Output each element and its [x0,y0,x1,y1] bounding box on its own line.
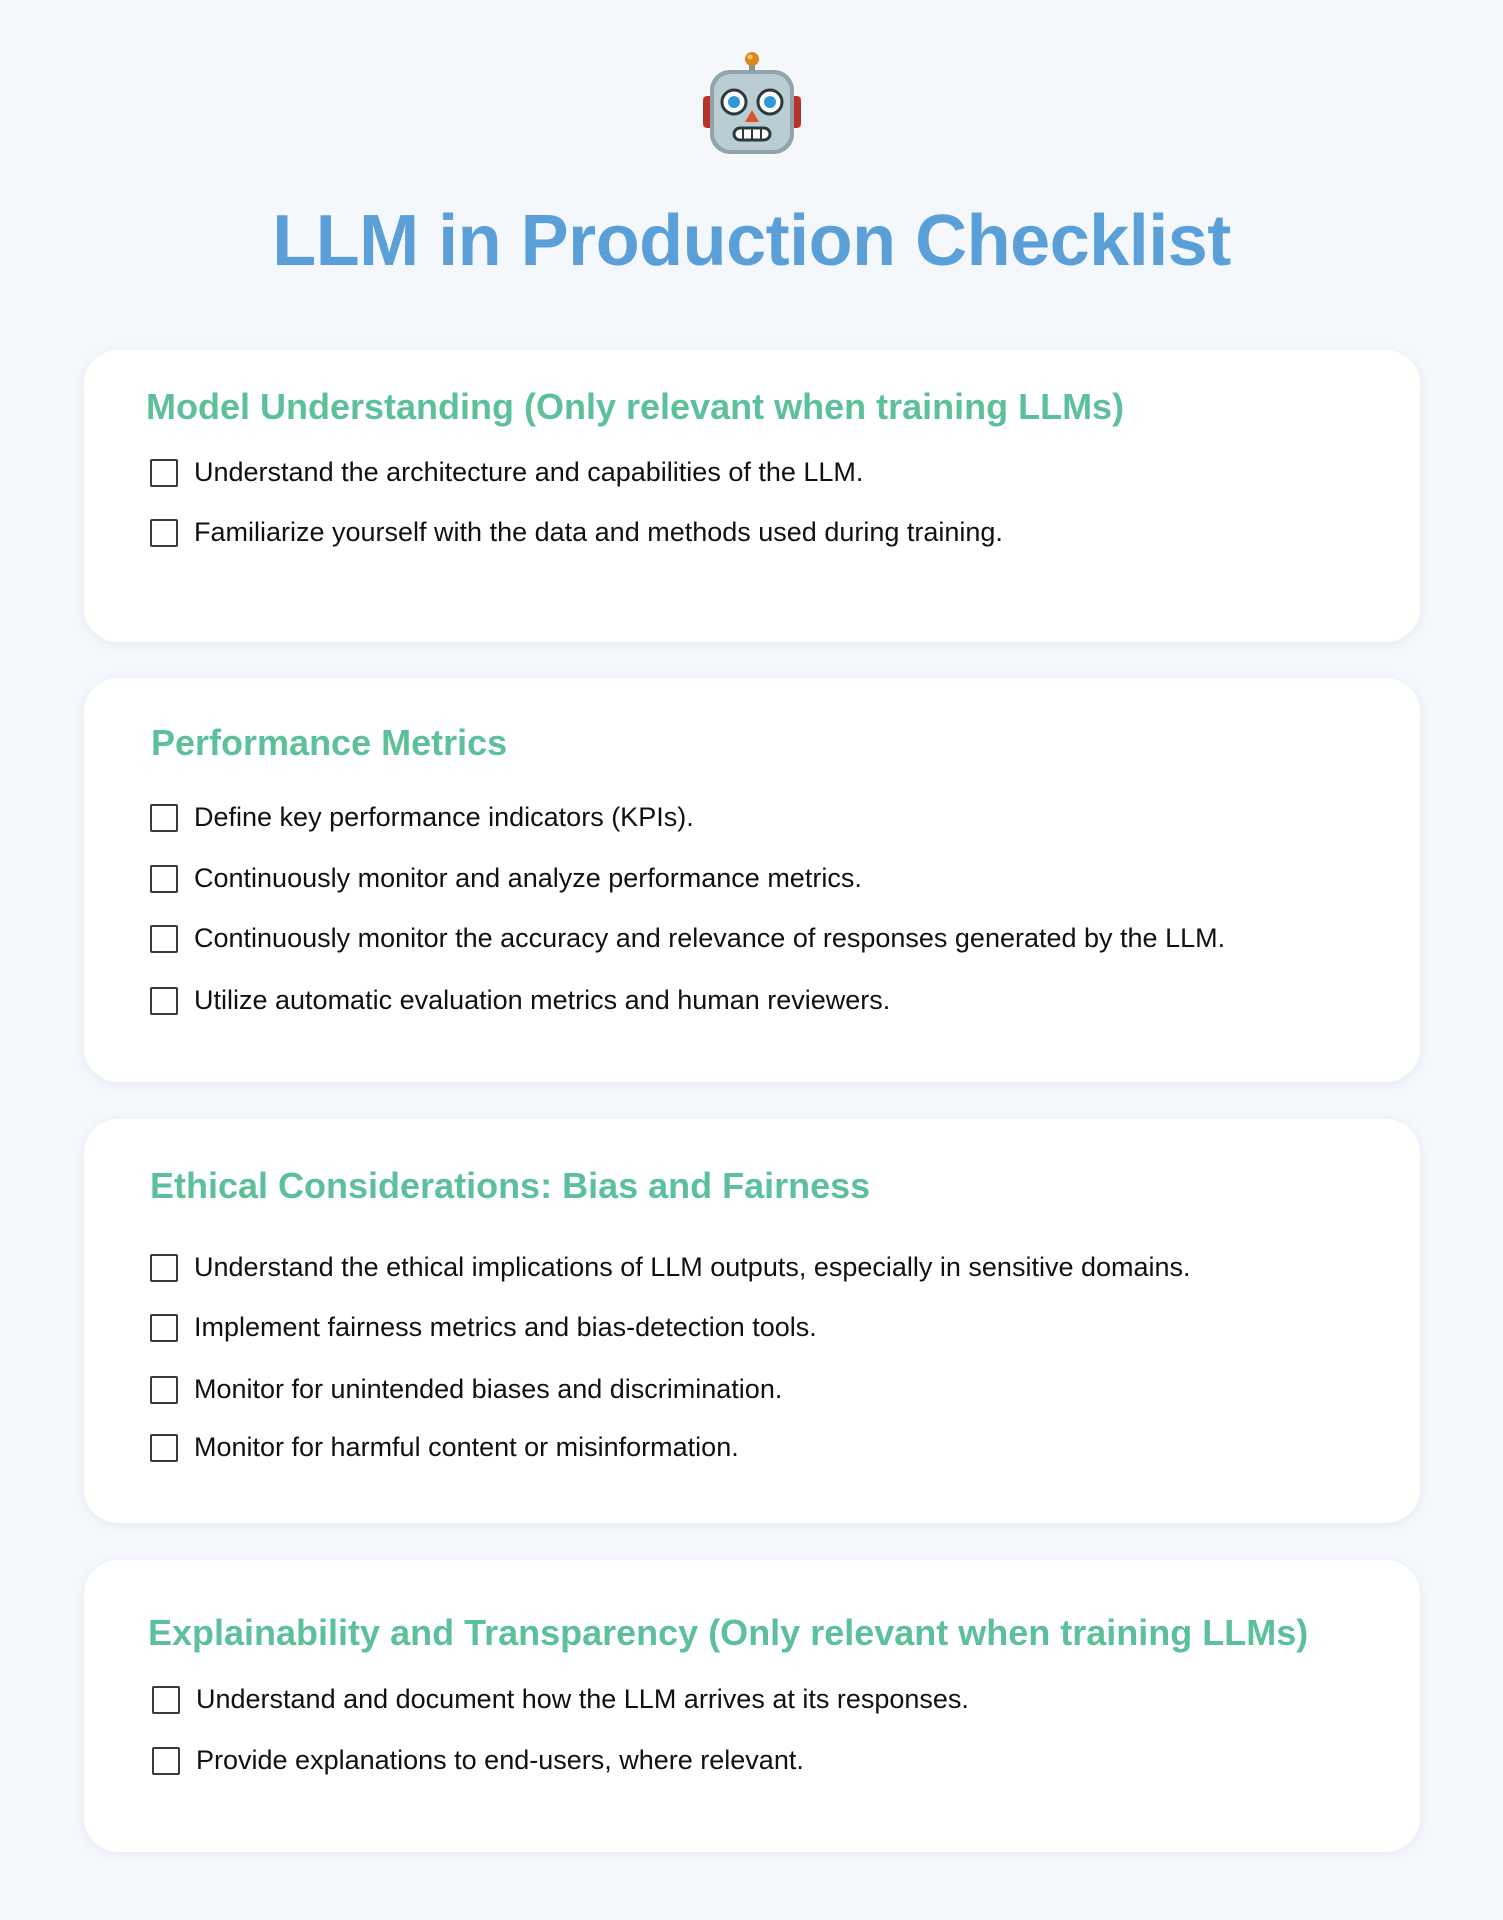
checklist-item-label: Implement fairness metrics and bias-detection tools. [194,1312,817,1342]
checklist-item-label: Monitor for unintended biases and discrimination. [194,1374,783,1404]
section-heading: Ethical Considerations: Bias and Fairness [150,1165,871,1206]
checklist-item[interactable] [150,863,862,894]
checklist-item-label: Understand the architecture and capabilities of the LLM. [194,457,864,487]
checklist-item[interactable] [150,517,1003,548]
checklist-item[interactable] [150,1312,817,1343]
checklist-item[interactable] [150,923,1225,954]
section-heading: Performance Metrics [151,722,508,763]
checkbox[interactable] [150,519,178,547]
checklist-item-label: Continuously monitor the accuracy and relevance of responses generated by the LLM. [194,923,1226,953]
checkbox[interactable] [150,1434,178,1462]
section-card-explainability [84,1560,1420,1852]
checkbox[interactable] [150,1314,178,1342]
checkbox[interactable] [150,1254,178,1282]
checklist-item[interactable] [150,1432,739,1463]
checklist-item-label: Define key performance indicators (KPIs). [194,802,694,832]
checklist-item-label: Familiarize yourself with the data and methods used during training. [194,517,1003,547]
robot-face-icon [700,52,804,156]
section-heading: Model Understanding (Only relevant when training LLMs) [146,386,1125,427]
checklist-item-label: Understand the ethical implications of LLM outputs, especially in sensitive domains. [194,1252,1191,1282]
checklist-item-label: Understand and document how the LLM arrives at its responses. [196,1684,969,1714]
page-title: LLM in Production Checklist [272,201,1231,281]
checklist-item[interactable] [152,1684,969,1715]
checkbox[interactable] [150,865,178,893]
section-card-performance-metrics [84,678,1420,1082]
checklist-item[interactable] [150,1374,782,1405]
checklist-item-label: Provide explanations to end-users, where relevant. [196,1745,804,1775]
checklist-item[interactable] [150,1252,1191,1283]
checklist-item[interactable] [150,985,890,1016]
checklist-item-label: Continuously monitor and analyze performance metrics. [194,863,862,893]
checkbox[interactable] [150,804,178,832]
section-card-model-understanding [84,350,1420,642]
checkbox[interactable] [150,987,178,1015]
section-card-ethical-considerations [84,1119,1420,1523]
checkbox[interactable] [150,459,178,487]
checklist-item[interactable] [152,1745,804,1776]
checkbox[interactable] [152,1686,180,1714]
checklist-item[interactable] [150,802,694,833]
section-heading: Explainability and Transparency (Only relevant when training LLMs) [148,1612,1309,1653]
checklist-item-label: Monitor for harmful content or misinformation. [194,1432,739,1462]
checkbox[interactable] [150,925,178,953]
checklist-item[interactable] [150,457,863,488]
checklist-item-label: Utilize automatic evaluation metrics and human reviewers. [194,985,891,1015]
checkbox[interactable] [152,1747,180,1775]
checkbox[interactable] [150,1376,178,1404]
